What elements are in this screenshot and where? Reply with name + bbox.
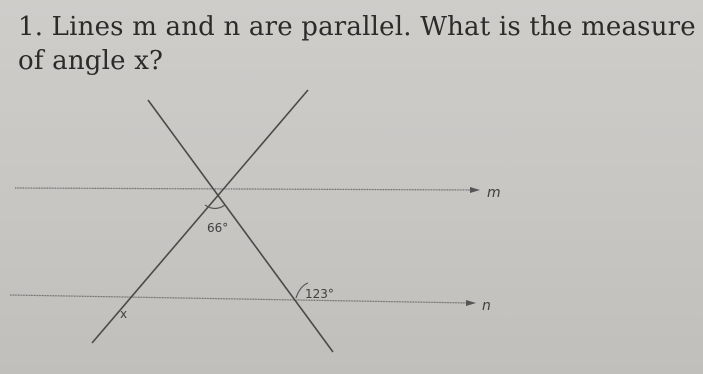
problem-line-1: 1. Lines m and n are parallel. What is the measure [18, 12, 696, 42]
angle-x-label: x [120, 307, 128, 321]
angle-123-label: 123° [305, 287, 334, 301]
angle-66-label: 66° [207, 221, 229, 235]
problem-line-2: of angle x? [18, 46, 164, 76]
arrow-m-icon [470, 187, 480, 193]
line-n [10, 295, 470, 303]
transversal-2 [92, 90, 308, 343]
arrow-n-icon [466, 300, 476, 306]
line-m [15, 188, 475, 190]
line-n-label: n [482, 298, 491, 314]
line-m-label: m [487, 185, 501, 201]
transversal-1 [148, 100, 333, 352]
